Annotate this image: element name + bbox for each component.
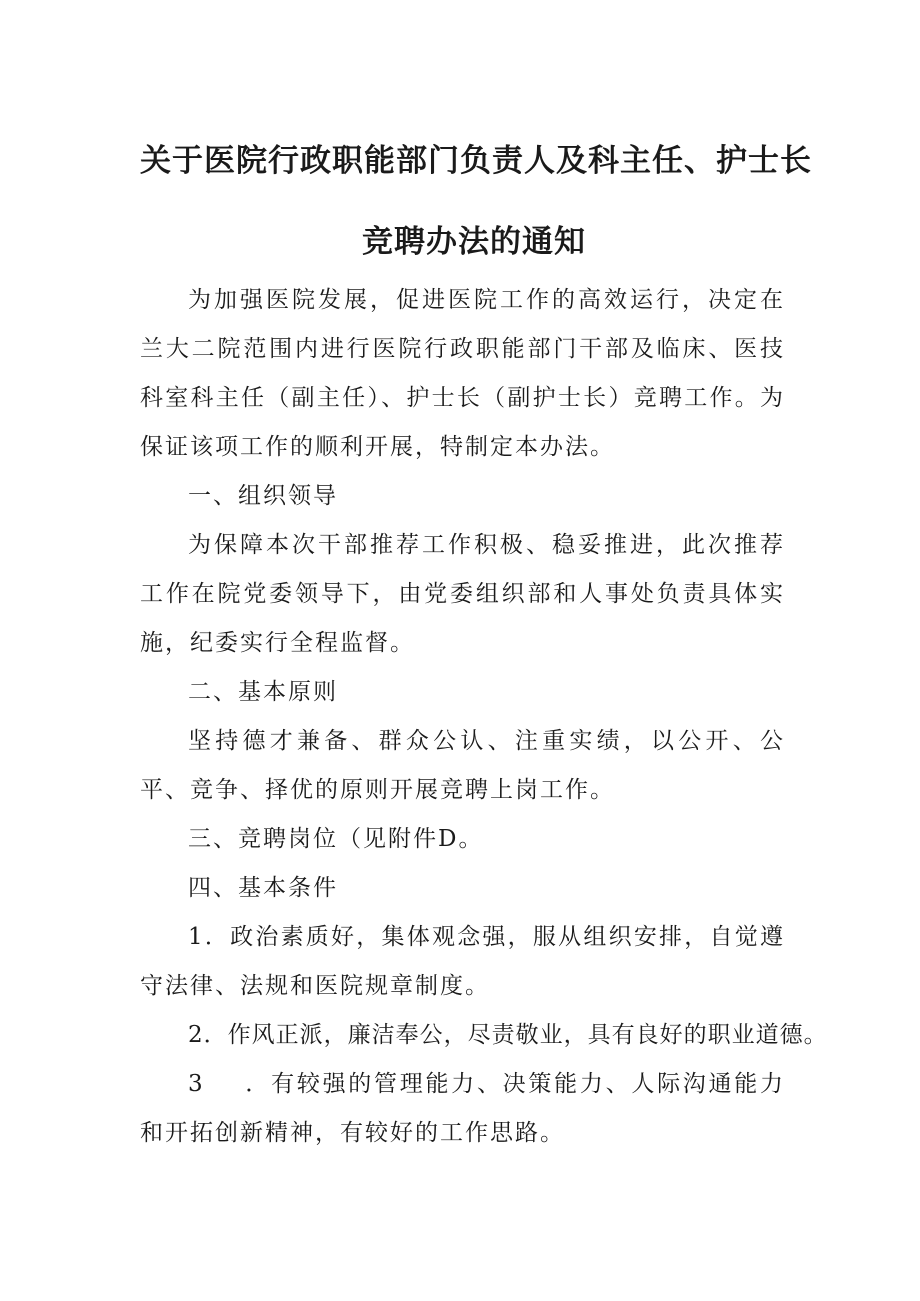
condition-item-1: 1．政治素质好，集体观念强，服从组织安排，自觉遵守法律、法规和医院规章制度。 [140, 924, 785, 999]
condition-item-2: 2．作风正派，廉洁奉公，尽责敬业，具有良好的职业道德。 [188, 1022, 828, 1048]
condition-item-3 [140, 1060, 785, 1158]
document-title-line-2: 竞聘办法的通知 [362, 224, 586, 260]
section-heading-positions: 三、竞聘岗位（见附件D。 [188, 826, 484, 852]
section-body-principles: 坚持德才兼备、群众公认、注重实绩，以公开、公平、竞争、择优的原则开展竞聘上岗工作。 [140, 728, 785, 803]
condition-item-3-number: 3 [188, 1071, 205, 1097]
section-heading-conditions: 四、基本条件 [188, 875, 338, 901]
section-body-organization: 为保障本次干部推荐工作积极、稳妥推进，此次推荐工作在院党委领导下，由党委组织部和人事处负责具体实施，纪委实行全程监督。 [140, 532, 785, 656]
condition-item-3-text: ．有较强的管理能力、决策能力、人际沟通能力和开拓创新精神，有较好的工作思路。 [140, 1071, 785, 1146]
intro-paragraph: 为加强医院发展，促进医院工作的高效运行，决定在兰大二院范围内进行医院行政职能部门干部及临床、医技科室科主任（副主任）、护士长（副护士长）竞聘工作。为保证该项工作的顺利开展，特制定本办法。 [140, 287, 785, 460]
section-heading-organization: 一、组织领导 [188, 483, 338, 509]
document-title-line-1: 关于医院行政职能部门负责人及科主任、护士长 [140, 143, 812, 179]
section-heading-principles: 二、基本原则 [188, 679, 338, 705]
